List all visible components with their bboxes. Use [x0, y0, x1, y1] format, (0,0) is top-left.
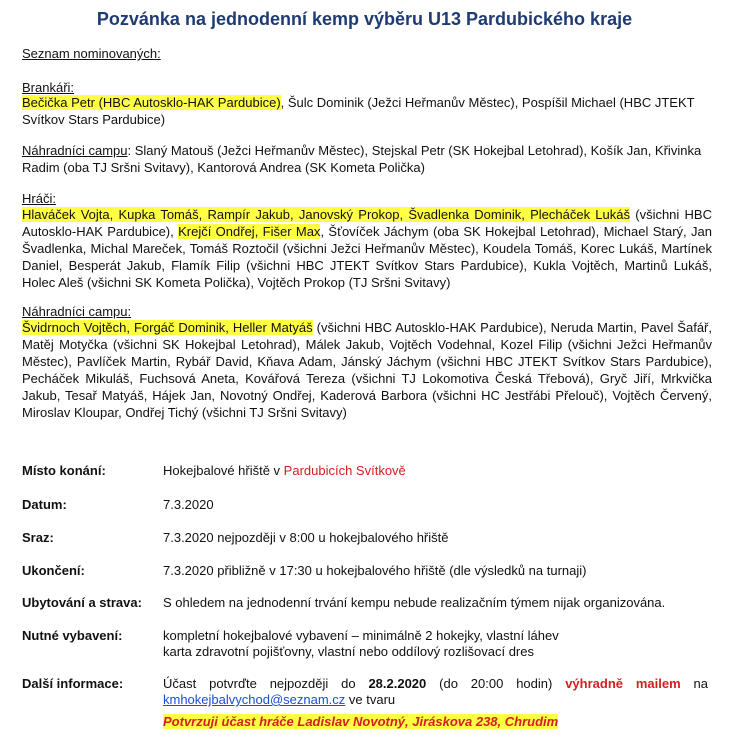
end-value: 7.3.2020 přibližně v 17:30 u hokejbalového hřiště (dle výsledků na turnaji): [163, 563, 587, 578]
players-mid: (všichni HBC Autosklo-HAK Pardubice),: [22, 207, 712, 239]
stay-value: S ohledem na jednodenní trvání kempu nebude realizačním týmem nijak organizována.: [163, 595, 666, 610]
info-label: Další informace:: [22, 676, 124, 691]
email-link[interactable]: kmhokejbalvychod@seznam.cz: [163, 692, 346, 707]
stay-label: Ubytování a strava:: [22, 595, 142, 610]
info-line-2: [163, 691, 708, 708]
goalies-list: [22, 94, 712, 128]
goalies-reserve-text: : Slaný Matouš (Ježci Heřmanův Městec), Stejskal Petr (SK Hokejbal Letohrad), Košík Jan, Křivinka Radim (oba TJ Sršni Svitavy), Kantorová Andrea (SK Kometa Polička): [22, 143, 702, 175]
meet-label: Sraz:: [22, 530, 54, 545]
info-exclusive: výhradně mailem: [565, 676, 681, 691]
goalies-rest: , Šulc Dominik (Ježci Heřmanův Městec), Pospíšil Michael (HBC JTEKT Svítkov Stars Pardubice): [22, 95, 695, 127]
info-line-1: [163, 675, 708, 692]
goalies-reserve-heading: Náhradníci campu: [22, 143, 128, 158]
goalies-highlighted: Bečička Petr (HBC Autosklo-HAK Pardubice): [22, 95, 281, 110]
nominees-heading: [22, 45, 712, 62]
venue-label: Místo konání:: [22, 463, 106, 478]
meet-value: 7.3.2020 nejpozději v 8:00 u hokejbalového hřiště: [163, 530, 449, 545]
goalies-heading-text: Brankáři:: [22, 80, 75, 95]
players-list: [22, 206, 712, 291]
players-reserve-highlighted: Švidrnoch Vojtěch, Forgáč Dominik, Heller Matyáš: [22, 320, 313, 335]
date-value: 7.3.2020: [163, 497, 214, 512]
players-reserve-heading: [22, 303, 712, 320]
nominees-heading-text: Seznam nominovaných:: [22, 46, 161, 61]
players-highlighted-1: Hlaváček Vojta, Kupka Tomáš, Rampír Jakub, Janovský Prokop, Švadlenka Dominik, Plecháček Lukáš: [22, 207, 630, 222]
info-text-4: ve tvaru: [345, 692, 396, 707]
info-text-2: (do 20:00 hodin): [426, 676, 566, 691]
end-label: Ukončení:: [22, 563, 85, 578]
page-title: Pozvánka na jednodenní kemp výběru U13 Pardubického kraje: [96, 9, 633, 29]
info-text-3: na: [680, 676, 708, 691]
gear-label: Nutné vybavení:: [22, 628, 123, 643]
players-rest: , Šťovíček Jáchym (oba SK Hokejbal Letohrad), Michael Starý, Jan Švadlenka, Michal Mareček, Tomáš Roztočil (všichni Ježci Heřmanův Městec), Koudela Tomáš, Korec Lukáš, Martínek Daniel, Besperát Jakub, Flamík Filip (všichni HBC JTEKT Svítkov Stars Pardubice), Kukla Vojtěch, Martinů Lukáš, Holec Aleš (všichni SK Kometa Polička), Vojtěch Prokop (TJ Sršni Svitavy): [22, 224, 712, 290]
info-text-1: Účast potvrďte nejpozději do: [163, 676, 369, 691]
goalies-reserve: [22, 142, 712, 176]
players-heading: [22, 190, 712, 207]
players-heading-text: Hráči:: [22, 191, 56, 206]
info-deadline: 28.2.2020: [368, 676, 427, 691]
venue-place: Pardubicích Svítkově: [283, 463, 406, 478]
players-reserve-heading-text: Náhradníci campu:: [22, 304, 132, 319]
players-reserve-list: [22, 319, 712, 421]
venue-value: [163, 462, 708, 479]
confirm-line: [163, 713, 708, 730]
players-highlighted-2: Krejčí Ondřej, Fišer Max: [178, 224, 321, 239]
gear-line-1: kompletní hokejbalové vybavení – minimálně 2 hokejky, vlastní láhev: [163, 628, 559, 643]
gear-line-2: karta zdravotní pojišťovny, vlastní nebo oddílový rozlišovací dres: [163, 644, 534, 659]
venue-prefix: Hokejbalové hřiště v: [163, 463, 284, 478]
players-reserve-rest: (všichni HBC Autosklo-HAK Pardubice), Neruda Martin, Pavel Šafář, Matěj Motyčka (všichni SK Hokejbal Letohrad), Málek Jakub, Vojtěch Vodehnal, Kozel Filip (všichni Ježci Heřmanův Městec), Pavlíček Martin, Rybář David, Kňava Adam, Jánský Jáchym (všichni HBC JTEKT Svítkov Stars Pardubice), Pecháček Mikuláš, Fuchsová Aneta, Kovářová Tereza (všichni TJ Lokomotiva Česká Třebová), Gryč Jiří, Mrkvička Jakub, Tesař Matyáš, Hájek Jan, Novotný Ondřej, Kaderová Barbora (všichni HC Jestřábi Přelouč), Vojtěch Červený, Miroslav Kloupar, Ondřej Tichý (všichni TJ Sršni Svitavy): [22, 320, 712, 420]
confirm-template: Potvrzuji účast hráče Ladislav Novotný, Jiráskova 238, Chrudim: [163, 714, 559, 729]
date-label: Datum:: [22, 497, 67, 512]
